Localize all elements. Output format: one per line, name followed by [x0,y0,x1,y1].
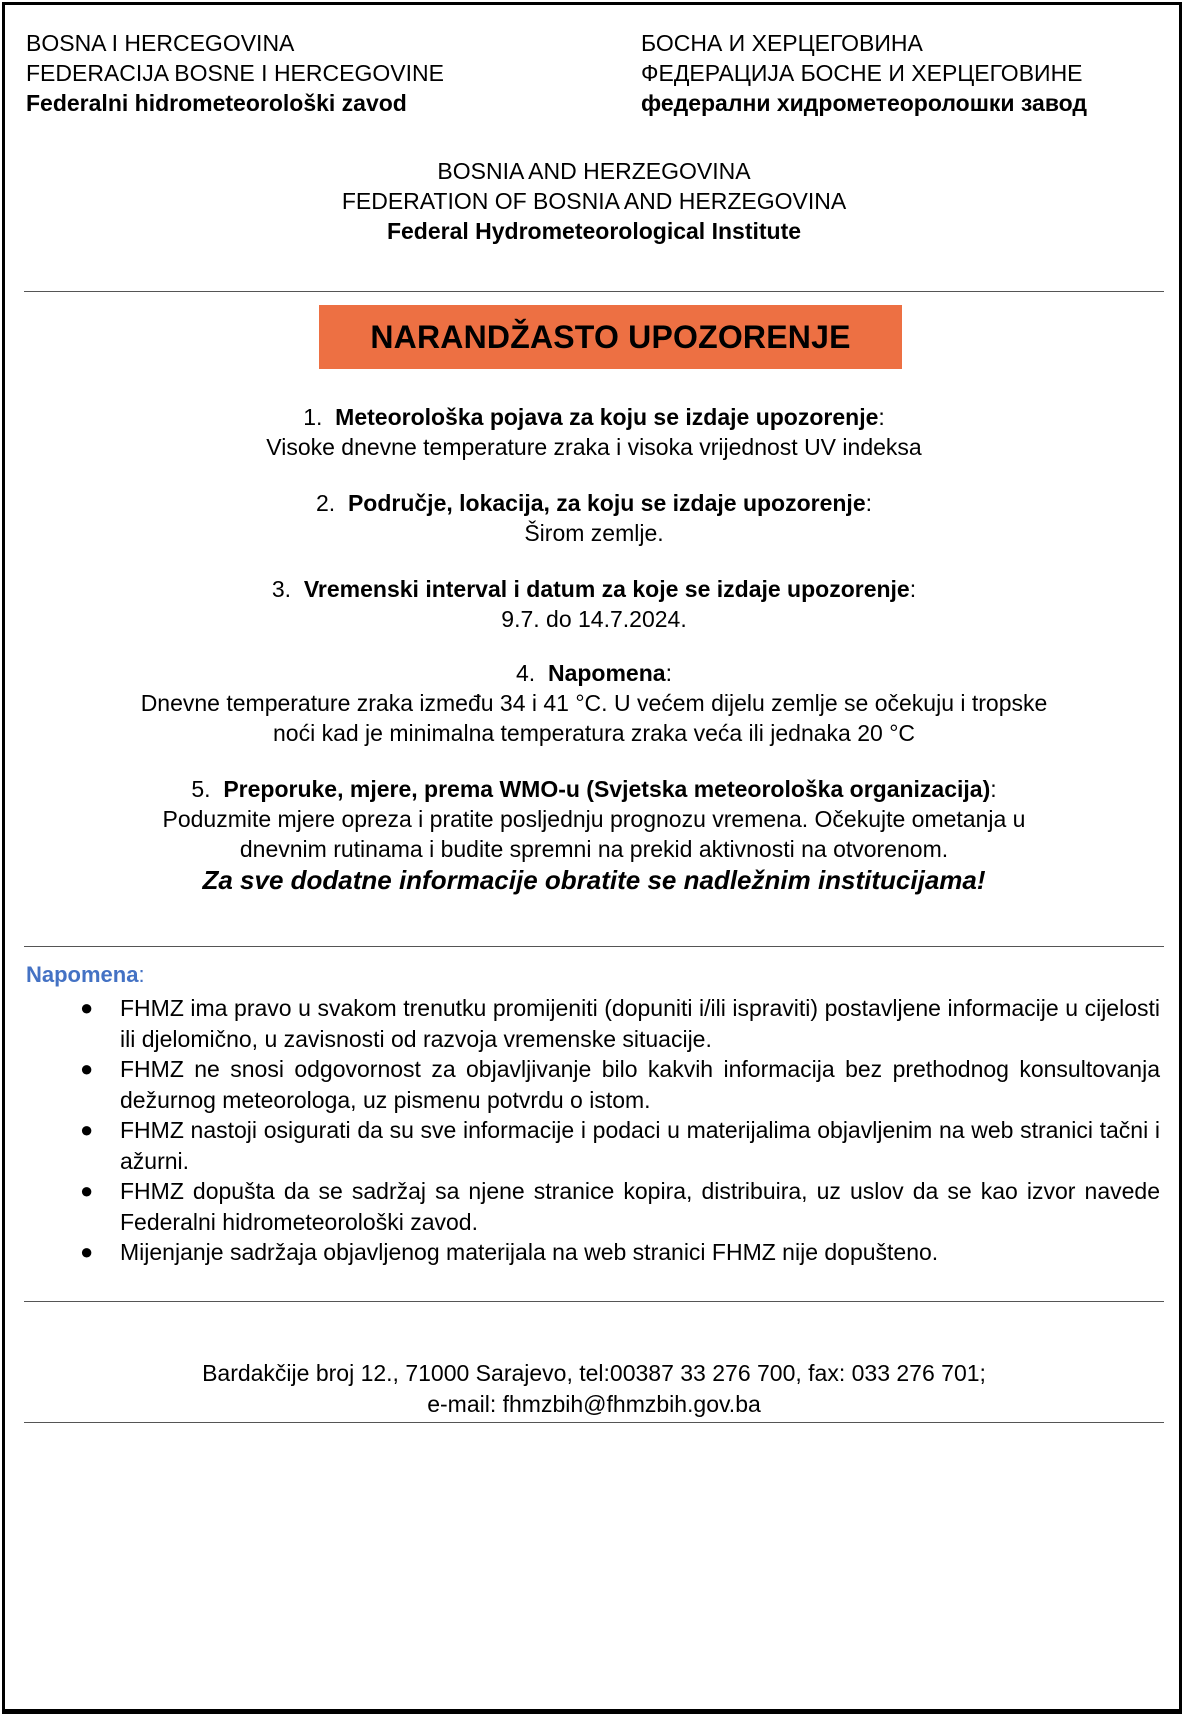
list-item-text: FHMZ nastoji osigurati da su sve informacije i podaci u materijalima objavljenim na web stranici tačni i ažurni. [120,1117,1160,1174]
section-heading: Vremenski interval i datum za koje se izdaje upozorenje [303,576,910,602]
footer-address: Bardakčije broj 12., 71000 Sarajevo, tel:00387 33 276 700, fax: 033 276 701; [202,1360,986,1386]
warning-title: NARANDŽASTO UPOZORENJE [370,318,851,355]
bullet-icon: ● [80,1178,94,1203]
notes-list [80,993,1160,1268]
list-item [80,1176,1160,1237]
header-center-country: BOSNIA AND HERZEGOVINA [437,158,751,184]
bullet-icon: ● [80,1056,94,1081]
list-item-text: FHMZ dopušta da se sadržaj sa njene stranice kopira, distribuira, uz uslov da se kao izvor navede Federalni hidrometeorološki zavod. [120,1178,1160,1235]
header-right-institute: федерални хидрометеоролошки завод [641,90,1088,116]
section-number: 3. [271,576,292,602]
section-heading: Meteorološka pojava za koju se izdaje upozorenje [335,404,879,430]
header-left-institute: Federalni hidrometeorološki zavod [26,90,407,116]
list-item [80,993,1160,1054]
notes-title: Napomena: [26,962,145,987]
divider [24,1422,1164,1423]
header-left-federation: FEDERACIJA BOSNE I HERCEGOVINE [26,60,444,86]
bullet-icon: ● [80,1117,94,1142]
section-body: Dnevne temperature zraka između 34 i 41 °C. U većem dijelu zemlje se očekuju i tropske [140,690,1048,716]
header-left-country: BOSNA I HERCEGOVINA [26,30,295,56]
list-item-text: Mijenjanje sadržaja objavljenog materijala na web stranici FHMZ nije dopušteno. [120,1239,939,1265]
section-body: Poduzmite mjere opreza i pratite posljednju prognozu vremena. Očekujte ometanja u [162,806,1026,832]
section-heading: Napomena [547,660,666,686]
section-2: 2. Područje, lokacija, za koju se izdaje upozorenje: Širom zemlje. [0,488,1188,548]
section-body: Visoke dnevne temperature zraka i visoka vrijednost UV indeksa [266,434,922,460]
list-item [80,1115,1160,1176]
footer-email-label: e-mail: [427,1391,503,1417]
section-number: 2. [315,490,336,516]
bullet-icon: ● [80,995,94,1020]
header-left [26,28,444,118]
header-right-federation: ФЕДЕРАЦИЈА БОСНЕ И ХЕРЦЕГОВИНЕ [641,60,1083,86]
section-number: 1. [303,404,323,430]
section-body: 9.7. do 14.7.2024. [501,606,687,632]
header-center-institute: Federal Hydrometeorological Institute [386,218,802,244]
list-item [80,1054,1160,1115]
header-right-country: БОСНА И ХЕРЦЕГОВИНА [641,30,923,56]
bullet-icon: ● [80,1239,94,1264]
section-body: Širom zemlje. [524,520,664,546]
emphasis-note: Za sve dodatne informacije obratite se nadležnim institucijama! [202,865,986,895]
header-center-federation: FEDERATION OF BOSNIA AND HERZEGOVINA [341,188,847,214]
section-5: 5. Preporuke, mjere, prema WMO-u (Svjetska meteorološka organizacija): Poduzmite mjere opreza i pratite posljednju prognozu vremena. Očekujte ometanja u dnevnim rutinama i budite spremni na prekid aktivnosti na otvorenom. Za sve dodatne informacije obratite se nadležnim institucijama! [0,774,1188,896]
divider [24,291,1164,292]
section-3: 3. Vremenski interval i datum za koje se izdaje upozorenje: 9.7. do 14.7.2024. [0,574,1188,634]
section-number: 5. [191,776,211,802]
footer-contact [0,1358,1188,1420]
header-right [641,28,1087,118]
divider [24,1301,1164,1302]
section-body: noći kad je minimalna temperatura zraka veća ili jednaka 20 °C [272,720,915,746]
list-item-text: FHMZ ima pravo u svakom trenutku promijeniti (dopuniti i/ili ispraviti) postavljene informacije u cijelosti ili djelomično, u zavisnosti od razvoja vremenske situacije. [120,995,1160,1052]
section-4: 4. Napomena: Dnevne temperature zraka između 34 i 41 °C. U većem dijelu zemlje se očekuju i tropske noći kad je minimalna temperatura zraka veća ili jednaka 20 °C [0,658,1188,748]
section-body: dnevnim rutinama i budite spremni na prekid aktivnosti na otvorenom. [239,836,949,862]
section-number: 4. [516,660,536,686]
section-heading: Preporuke, mjere, prema WMO-u (Svjetska meteorološka organizacija) [223,776,991,802]
list-item [80,1237,1160,1268]
footer-email-link[interactable]: fhmzbih@fhmzbih.gov.ba [502,1391,761,1417]
list-item-text: FHMZ ne snosi odgovornost za objavljivanje bilo kakvih informacija bez prethodnog konsultovanja dežurnog meteorologa, uz pismenu potvrdu o istom. [120,1056,1160,1113]
section-heading: Područje, lokacija, za koju se izdaje upozorenje [347,490,866,516]
notes-title-text: Napomena [26,962,139,987]
divider [24,946,1164,947]
warning-banner [319,305,902,369]
section-1: 1. Meteorološka pojava za koju se izdaje upozorenje: Visoke dnevne temperature zraka i visoka vrijednost UV indeksa [0,402,1188,462]
header-center [0,156,1188,246]
